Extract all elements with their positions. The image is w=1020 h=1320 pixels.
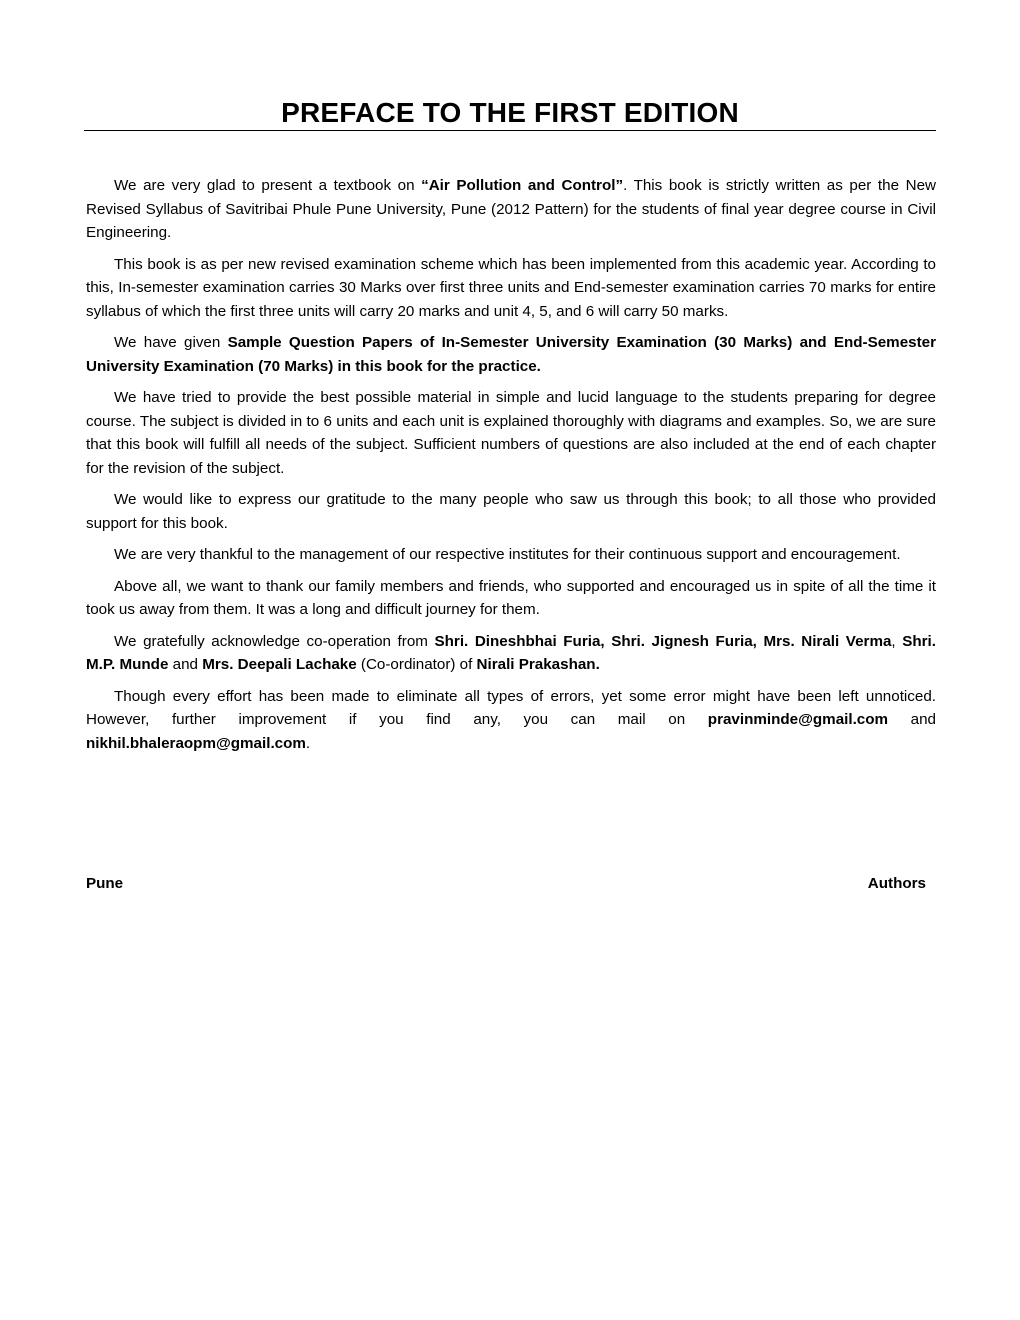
bold-text-run: Shri. Dineshbhai Furia, Shri. Jignesh Furia, Mrs. Nirali Verma <box>434 632 892 650</box>
text-run: , <box>891 632 903 650</box>
text-run: Above all, we want to thank our family members and friends, who supported and encouraged us in spite of all the time it took us away from them. It was a long and difficult journey for them. <box>86 577 936 618</box>
bold-text-run: Nirali Prakashan. <box>476 656 600 673</box>
preface-paragraph <box>86 685 936 756</box>
text-run: and <box>168 656 203 673</box>
text-run: and <box>888 711 937 728</box>
preface-paragraph <box>86 331 936 378</box>
bold-text-run: “Air Pollution and Control” <box>421 177 624 194</box>
preface-paragraph <box>86 386 936 480</box>
text-run: (Co-ordinator) of <box>356 656 477 673</box>
preface-paragraph <box>86 543 936 567</box>
preface-paragraph <box>86 575 936 622</box>
text-run: We gratefully acknowledge co-operation from <box>114 632 435 650</box>
text-run: This book is as per new revised examination scheme which has been implemented from this academic year. According to this, In-semester examination carries 30 Marks over first three units and End-semester examination carries 70 marks for entire syllabus of which the first three units will carry 20 marks and unit 4, 5, and 6 will carry 50 marks. <box>86 255 936 320</box>
text-run: Though every effort has been made to eliminate all types of errors, yet some error might have been left unnoticed. However, further improvement if you find any, you can mail on <box>86 687 936 728</box>
bold-text-run: nikhil.bhaleraopm@gmail.com <box>86 734 306 752</box>
signoff-place: Pune <box>86 875 124 892</box>
preface-body <box>86 174 936 763</box>
page-title: PREFACE TO THE FIRST EDITION <box>281 97 739 128</box>
text-run: We would like to express our gratitude to the many people who saw us through this book; to all those who provided support for this book. <box>86 491 936 532</box>
signoff-authors: Authors <box>867 875 926 892</box>
preface-paragraph <box>86 630 936 677</box>
bold-text-run: Shri. M.P. Munde <box>86 632 936 673</box>
text-run: We are very thankful to the management of our respective institutes for their continuous support and encouragement. <box>114 546 901 563</box>
text-run: We have given <box>114 334 228 351</box>
title-underline <box>84 130 936 131</box>
bold-text-run: Sample Question Papers of In-Semester University Examination (30 Marks) and End-Semester University Examination (70 Marks) in this book for the practice. <box>86 334 936 375</box>
bold-text-run: Mrs. Deepali Lachake <box>202 656 357 673</box>
bold-text-run: pravinminde@gmail.com <box>707 711 889 728</box>
preface-paragraph <box>86 174 936 245</box>
text-run: . This book is strictly written as per the New Revised Syllabus of Savitribai Phule Pune University, Pune (2012 Pattern) for the students of final year degree course in Civil Engineering. <box>86 177 937 241</box>
text-run: We are very glad to present a textbook on <box>114 177 422 194</box>
preface-paragraph <box>86 253 936 324</box>
text-run: We have tried to provide the best possible material in simple and lucid language to the students preparing for degree course. The subject is divided in to 6 units and each unit is explained thoroughly with diagrams and examples. So, we are sure that this book will fulfill all needs of the subject. Sufficient numbers of questions are also included at the end of each chapter for the revision of the subject. <box>86 389 936 477</box>
preface-paragraph <box>86 488 936 535</box>
text-run: . <box>305 734 311 752</box>
